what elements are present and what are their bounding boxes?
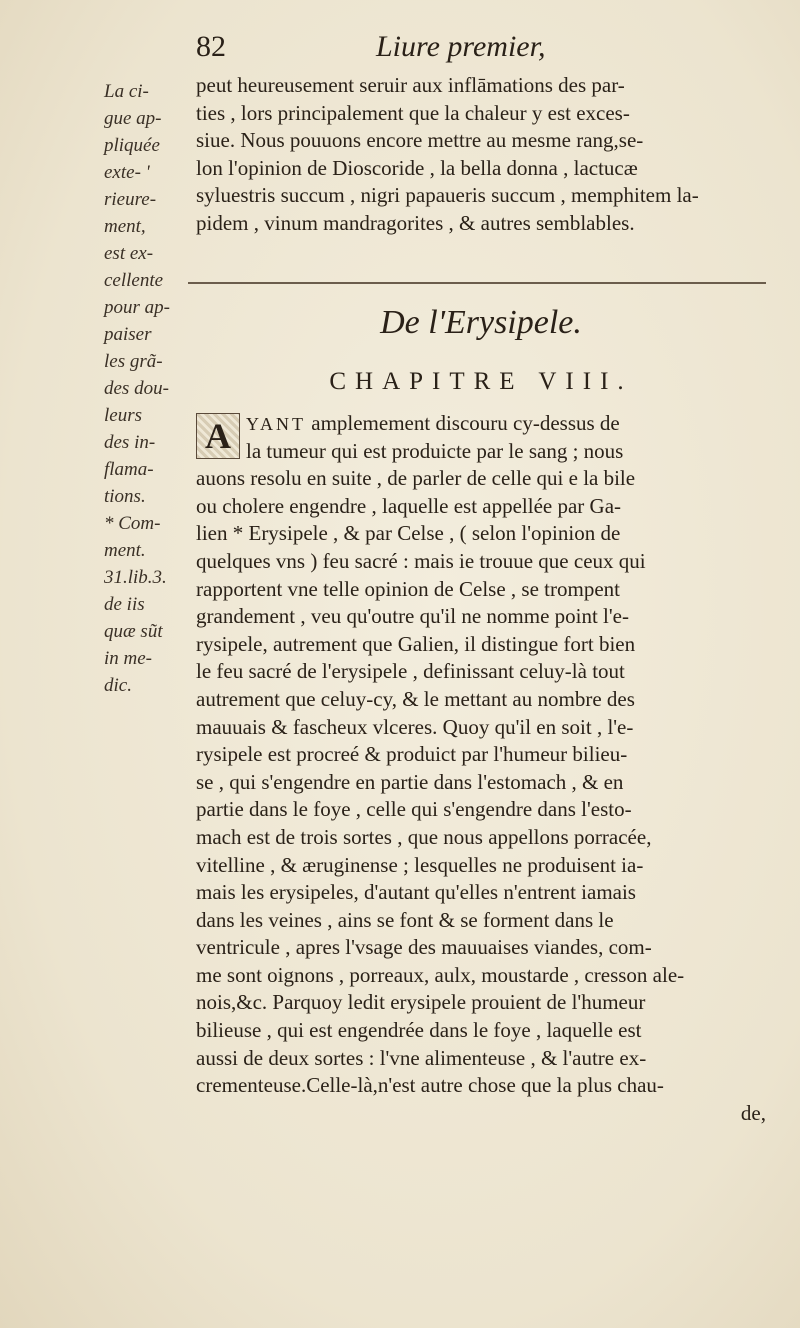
text-line: mais les erysipeles, d'autant qu'elles n'entrent iamais	[196, 880, 636, 905]
text-line: se , qui s'engendre en partie dans l'estomach , & en	[196, 769, 624, 794]
text-line: mach est de trois sortes , que nous appellons porracée,	[196, 824, 652, 849]
text-line: dans les veines , ains se font & se forment dans le	[196, 907, 614, 932]
text-line: pidem , vinum mandragorites , & autres semblables.	[196, 210, 635, 235]
text-line: vitelline , & æruginense ; lesquelles ne produisent ia-	[196, 852, 644, 877]
text-line: auons resolu en suite , de parler de celle qui e la bile	[196, 466, 636, 491]
text-line: peut heureusement seruir aux inflāmations des par-	[196, 73, 625, 97]
margin-note-line: paiser	[104, 324, 152, 345]
text-line: ventricule , apres l'vsage des mauuaises viandes, com-	[196, 935, 652, 960]
text-line: rysipele, autrement que Galien, il distingue fort bien	[196, 631, 636, 656]
page-number: 82	[196, 30, 226, 63]
text-line: grandement , veu qu'outre qu'il ne nomme point l'e-	[196, 604, 629, 629]
margin-note-line: dic.	[104, 675, 132, 696]
margin-notes	[104, 78, 184, 699]
section-title: De l'Erysipele.	[380, 304, 582, 341]
chapter-body	[196, 410, 766, 1127]
running-title: Liure premier,	[376, 30, 546, 63]
margin-note-line: cellente	[104, 270, 164, 291]
text-line: syluestris succum , nigri papaueris succum , memphitem la-	[196, 183, 699, 208]
margin-note-line: les grã-	[104, 351, 163, 372]
margin-note-line: est ex-	[104, 243, 154, 264]
margin-note-line: tions.	[104, 486, 146, 507]
top-paragraph	[196, 72, 766, 238]
margin-note-line: ment,	[104, 216, 146, 237]
text-line	[196, 410, 766, 438]
margin-note-line: quæ sũt	[104, 621, 163, 642]
margin-note-line: exte- '	[104, 162, 150, 183]
text-line: le feu sacré de l'erysipele , definissant celuy-là tout	[196, 659, 625, 684]
first-line-rest: amplemement discouru cy-dessus de	[306, 411, 620, 435]
first-word-smallcaps: YANT	[246, 414, 306, 434]
text-line: ou cholere engendre , laquelle est appellée par Ga-	[196, 493, 622, 518]
margin-note-line: 31.lib.3.	[104, 567, 167, 588]
section-divider	[188, 282, 766, 284]
text-line: autrement que celuy-cy, & le mettant au nombre des	[196, 686, 635, 711]
chapter-heading: CHAPITRE VIII.	[329, 368, 633, 395]
margin-note-line: La ci-	[104, 81, 149, 102]
margin-note-line: rieure-	[104, 189, 157, 210]
text-line: lon l'opinion de Dioscoride , la bella donna , lactucæ	[196, 155, 638, 180]
margin-note-line: * Com-	[104, 513, 161, 534]
margin-note-line: pour ap-	[104, 297, 170, 318]
text-line: partie dans le foye , celle qui s'engendre dans l'esto-	[196, 797, 632, 822]
text-line: nois,&c. Parquoy ledit erysipele prouient de l'humeur	[196, 990, 646, 1015]
text-line: rysipele est procreé & produict par l'humeur bilieu-	[196, 742, 628, 767]
margin-note-line: flama-	[104, 459, 154, 480]
margin-note-line: pliquée	[104, 135, 160, 156]
text-line: lien * Erysipele , & par Celse , ( selon l'opinion de	[196, 521, 621, 546]
page-header	[196, 30, 736, 70]
margin-note-line: leurs	[104, 405, 142, 426]
margin-note-line: in me-	[104, 648, 153, 669]
text-line: mauuais & fascheux vlceres. Quoy qu'il en soit , l'e-	[196, 714, 634, 739]
margin-note-line: des in-	[104, 432, 156, 453]
margin-note-line: gue ap-	[104, 108, 162, 129]
margin-note-line: ment.	[104, 540, 146, 561]
text-line: ties , lors principalement que la chaleur y est exces-	[196, 100, 630, 125]
text-line: rapportent vne telle opinion de Celse , se trompent	[196, 576, 620, 601]
margin-note-line: des dou-	[104, 378, 169, 399]
text-line: la tumeur qui est produicte par le sang ; nous	[246, 438, 624, 463]
text-line: siue. Nous pouuons encore mettre au mesme rang,se-	[196, 128, 644, 153]
text-line: bilieuse , qui est engendrée dans le foye , laquelle est	[196, 1018, 642, 1043]
text-line: me sont oignons , porreaux, aulx, moustarde , cresson ale-	[196, 962, 685, 987]
text-line: aussi de deux sortes : l'vne alimenteuse , & l'autre ex-	[196, 1045, 647, 1070]
text-line: de,	[740, 1100, 766, 1125]
margin-note-line: de iis	[104, 594, 145, 615]
dropcap-letter: A	[196, 413, 240, 459]
text-line: quelques vns ) feu sacré : mais ie trouue que ceux qui	[196, 548, 646, 573]
text-line: crementeuse.Celle-là,n'est autre chose que la plus chau-	[196, 1073, 664, 1098]
